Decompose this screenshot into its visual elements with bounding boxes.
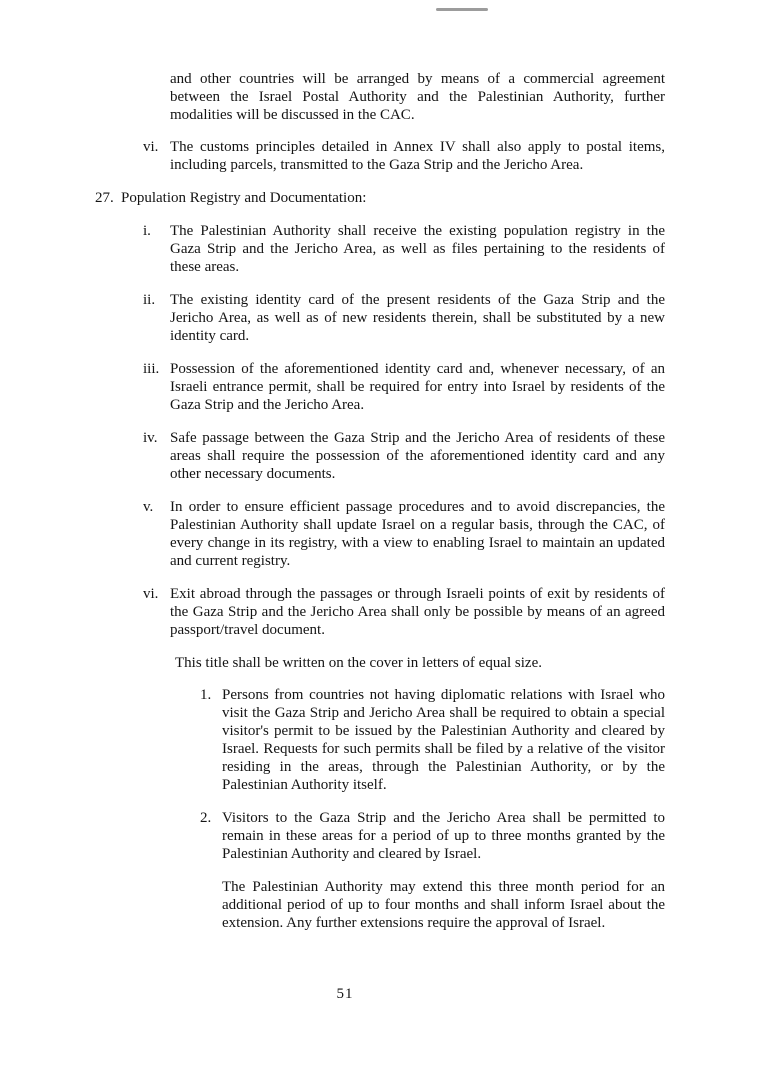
list-marker: iii. — [143, 361, 160, 377]
list-item-text: Exit abroad through the passages or through Israeli points of exit by residents of the Gaza Strip and the Jericho Area shall only be possible by means of an agreed passport/travel document. — [170, 586, 665, 638]
paragraph-extension: The Palestinian Authority may extend this three month period for an additional period of up to four months and shall inform Israel about the extension. Any further extensions require the approval of Israel. — [222, 879, 665, 931]
section-title: Population Registry and Documentation: — [121, 190, 367, 206]
list-marker: v. — [143, 499, 154, 515]
list-marker: vi. — [143, 139, 159, 155]
list-item-i — [143, 222, 665, 276]
list-item-vi — [143, 585, 665, 639]
list-marker: ii. — [143, 292, 156, 308]
page-number: 51 — [336, 986, 354, 1002]
list-marker: iv. — [143, 430, 158, 446]
paragraph-title-note: This title shall be written on the cover in letters of equal size. — [175, 655, 542, 671]
list-item-text: In order to ensure efficient passage procedures and to avoid discrepancies, the Palestinian Authority shall update Israel on a regular basis, through the CAC, of every change in its registry, with a view to enabling Israel to maintain an updated and current registry. — [170, 499, 665, 569]
scan-artifact — [436, 8, 488, 11]
list-item-text: The Palestinian Authority shall receive the existing population registry in the Gaza Strip and the Jericho Area, as well as files pertaining to the residents of these areas. — [170, 223, 665, 275]
list-item-ii — [143, 291, 665, 345]
list-marker: i. — [143, 223, 151, 239]
list-marker: 2. — [200, 810, 212, 826]
list-item-text: The existing identity card of the present residents of the Gaza Strip and the Jericho Area, as well as of new residents therein, shall be substituted by a new identity card. — [170, 292, 665, 344]
list-item-text: Visitors to the Gaza Strip and the Jericho Area shall be permitted to remain in these areas for a period of up to three months granted by the Palestinian Authority and cleared by Israel. — [222, 810, 665, 862]
list-item-1 — [200, 686, 665, 794]
list-item-postal-vi — [143, 138, 665, 174]
list-item-text: Possession of the aforementioned identity card and, whenever necessary, of an Israeli entrance permit, shall be required for entry into Israel by residents of the Gaza Strip and the Jericho Area. — [170, 361, 665, 413]
section-number: 27. — [95, 190, 114, 206]
list-item-iv — [143, 429, 665, 483]
paragraph-postal-continuation: and other countries will be arranged by means of a commercial agreement between the Israel Postal Authority and the Palestinian Authority, further modalities will be discussed in the CAC. — [170, 71, 665, 123]
section-heading-27 — [95, 189, 665, 207]
list-item-text: Persons from countries not having diplomatic relations with Israel who visit the Gaza Strip and Jericho Area shall be required to obtain a special visitor's permit to be issued by the Palestinian Authority and cleared by Israel. Requests for such permits shall be filed by a relative of the visitor residing in the areas, through the Palestinian Authority, or by the Palestinian Authority itself. — [222, 687, 665, 793]
list-marker: vi. — [143, 586, 159, 602]
list-item-v — [143, 498, 665, 570]
list-item-2 — [200, 809, 665, 863]
list-item-text: The customs principles detailed in Annex IV shall also apply to postal items, including parcels, transmitted to the Gaza Strip and the Jericho Area. — [170, 139, 665, 173]
page-content — [95, 70, 665, 946]
list-item-text: Safe passage between the Gaza Strip and the Jericho Area of residents of these areas shall require the possession of the aforementioned identity card and any other necessary documents. — [170, 430, 665, 482]
list-marker: 1. — [200, 687, 212, 703]
list-item-iii — [143, 360, 665, 414]
